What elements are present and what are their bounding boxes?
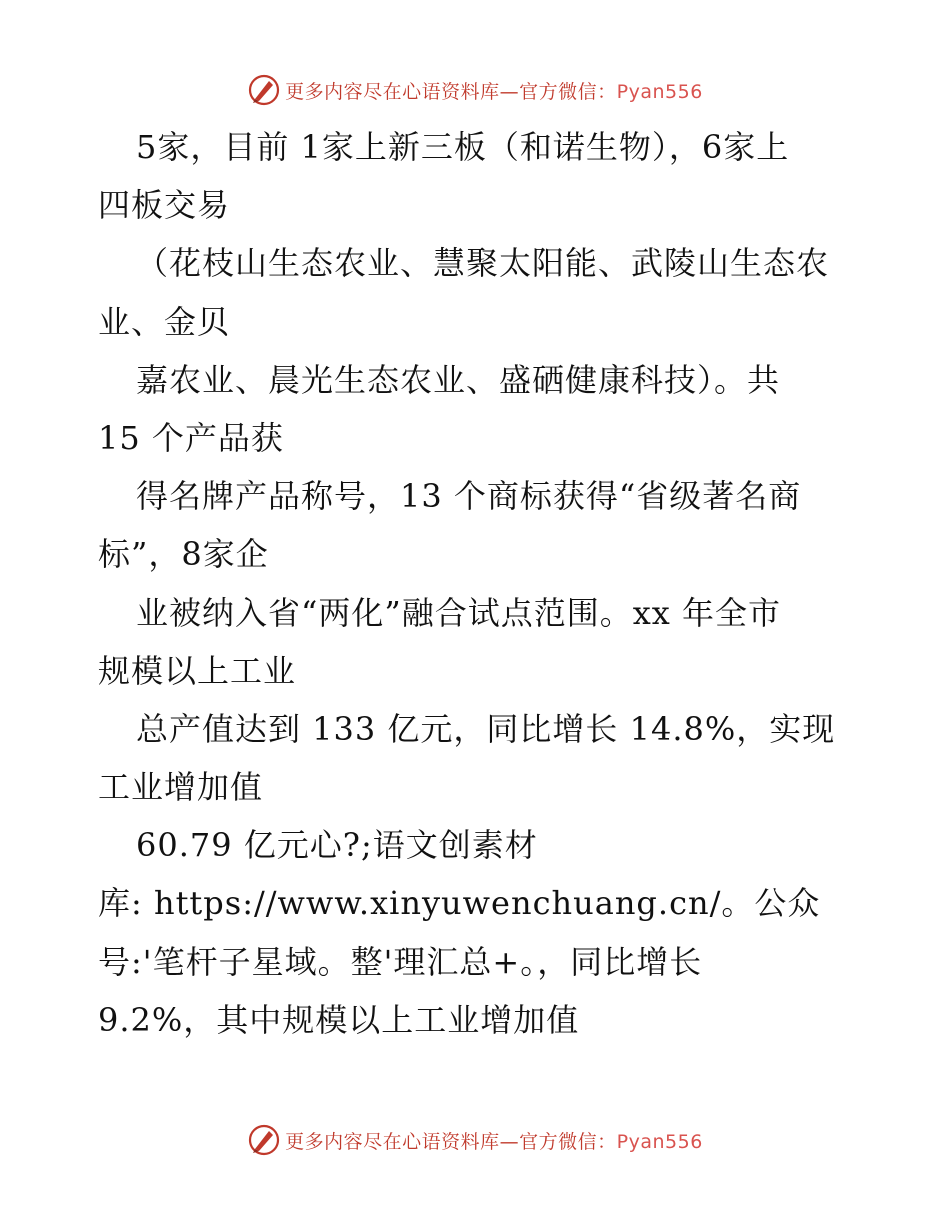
text-line: 5家，目前 1家上新三板（和诺生物），6家上 [136, 128, 790, 166]
pen-nib-logo-icon [247, 73, 281, 107]
text-line: 业被纳入省“两化”融合试点范围。xx 年全市 [136, 593, 781, 632]
text-line: 规模以上工业 [98, 651, 297, 690]
header-banner [0, 70, 950, 110]
document-body [98, 118, 878, 1049]
text-line: 得名牌产品称号，13 个商标获得“省级著名商 [136, 477, 802, 516]
text-line: 库: https://www.xinyuwenchuang.cn/。公众 [98, 884, 821, 923]
footer-banner [0, 1120, 950, 1160]
header-banner-text: 更多内容尽在心语资料库—官方微信：Pyan556 [285, 80, 703, 103]
text-line: （花枝山生态农业、慧聚太阳能、武陵山生态农 [136, 244, 830, 283]
footer-banner-text: 更多内容尽在心语资料库—官方微信：Pyan556 [285, 1130, 703, 1153]
text-line: 号:'笔杆子星域。整'理汇总+。，同比增长 [98, 942, 703, 981]
text-line: 9.2%，其中规模以上工业增加值 [98, 1000, 580, 1039]
text-line: 标”，8家企 [98, 535, 269, 574]
text-line: 业、金贝 [98, 302, 231, 341]
pen-nib-logo-icon [247, 1123, 281, 1157]
text-line: 总产值达到 133 亿元，同比增长 14.8%，实现 [136, 709, 836, 748]
text-line: 工业增加值 [98, 768, 264, 807]
text-line: 嘉农业、晨光生态农业、盛硒健康科技）。共 [136, 360, 781, 399]
text-line: 四板交易 [98, 186, 231, 225]
text-line: 15 个产品获 [98, 418, 284, 457]
text-line: 60.79 亿元心?;语文创素材 [136, 826, 538, 865]
